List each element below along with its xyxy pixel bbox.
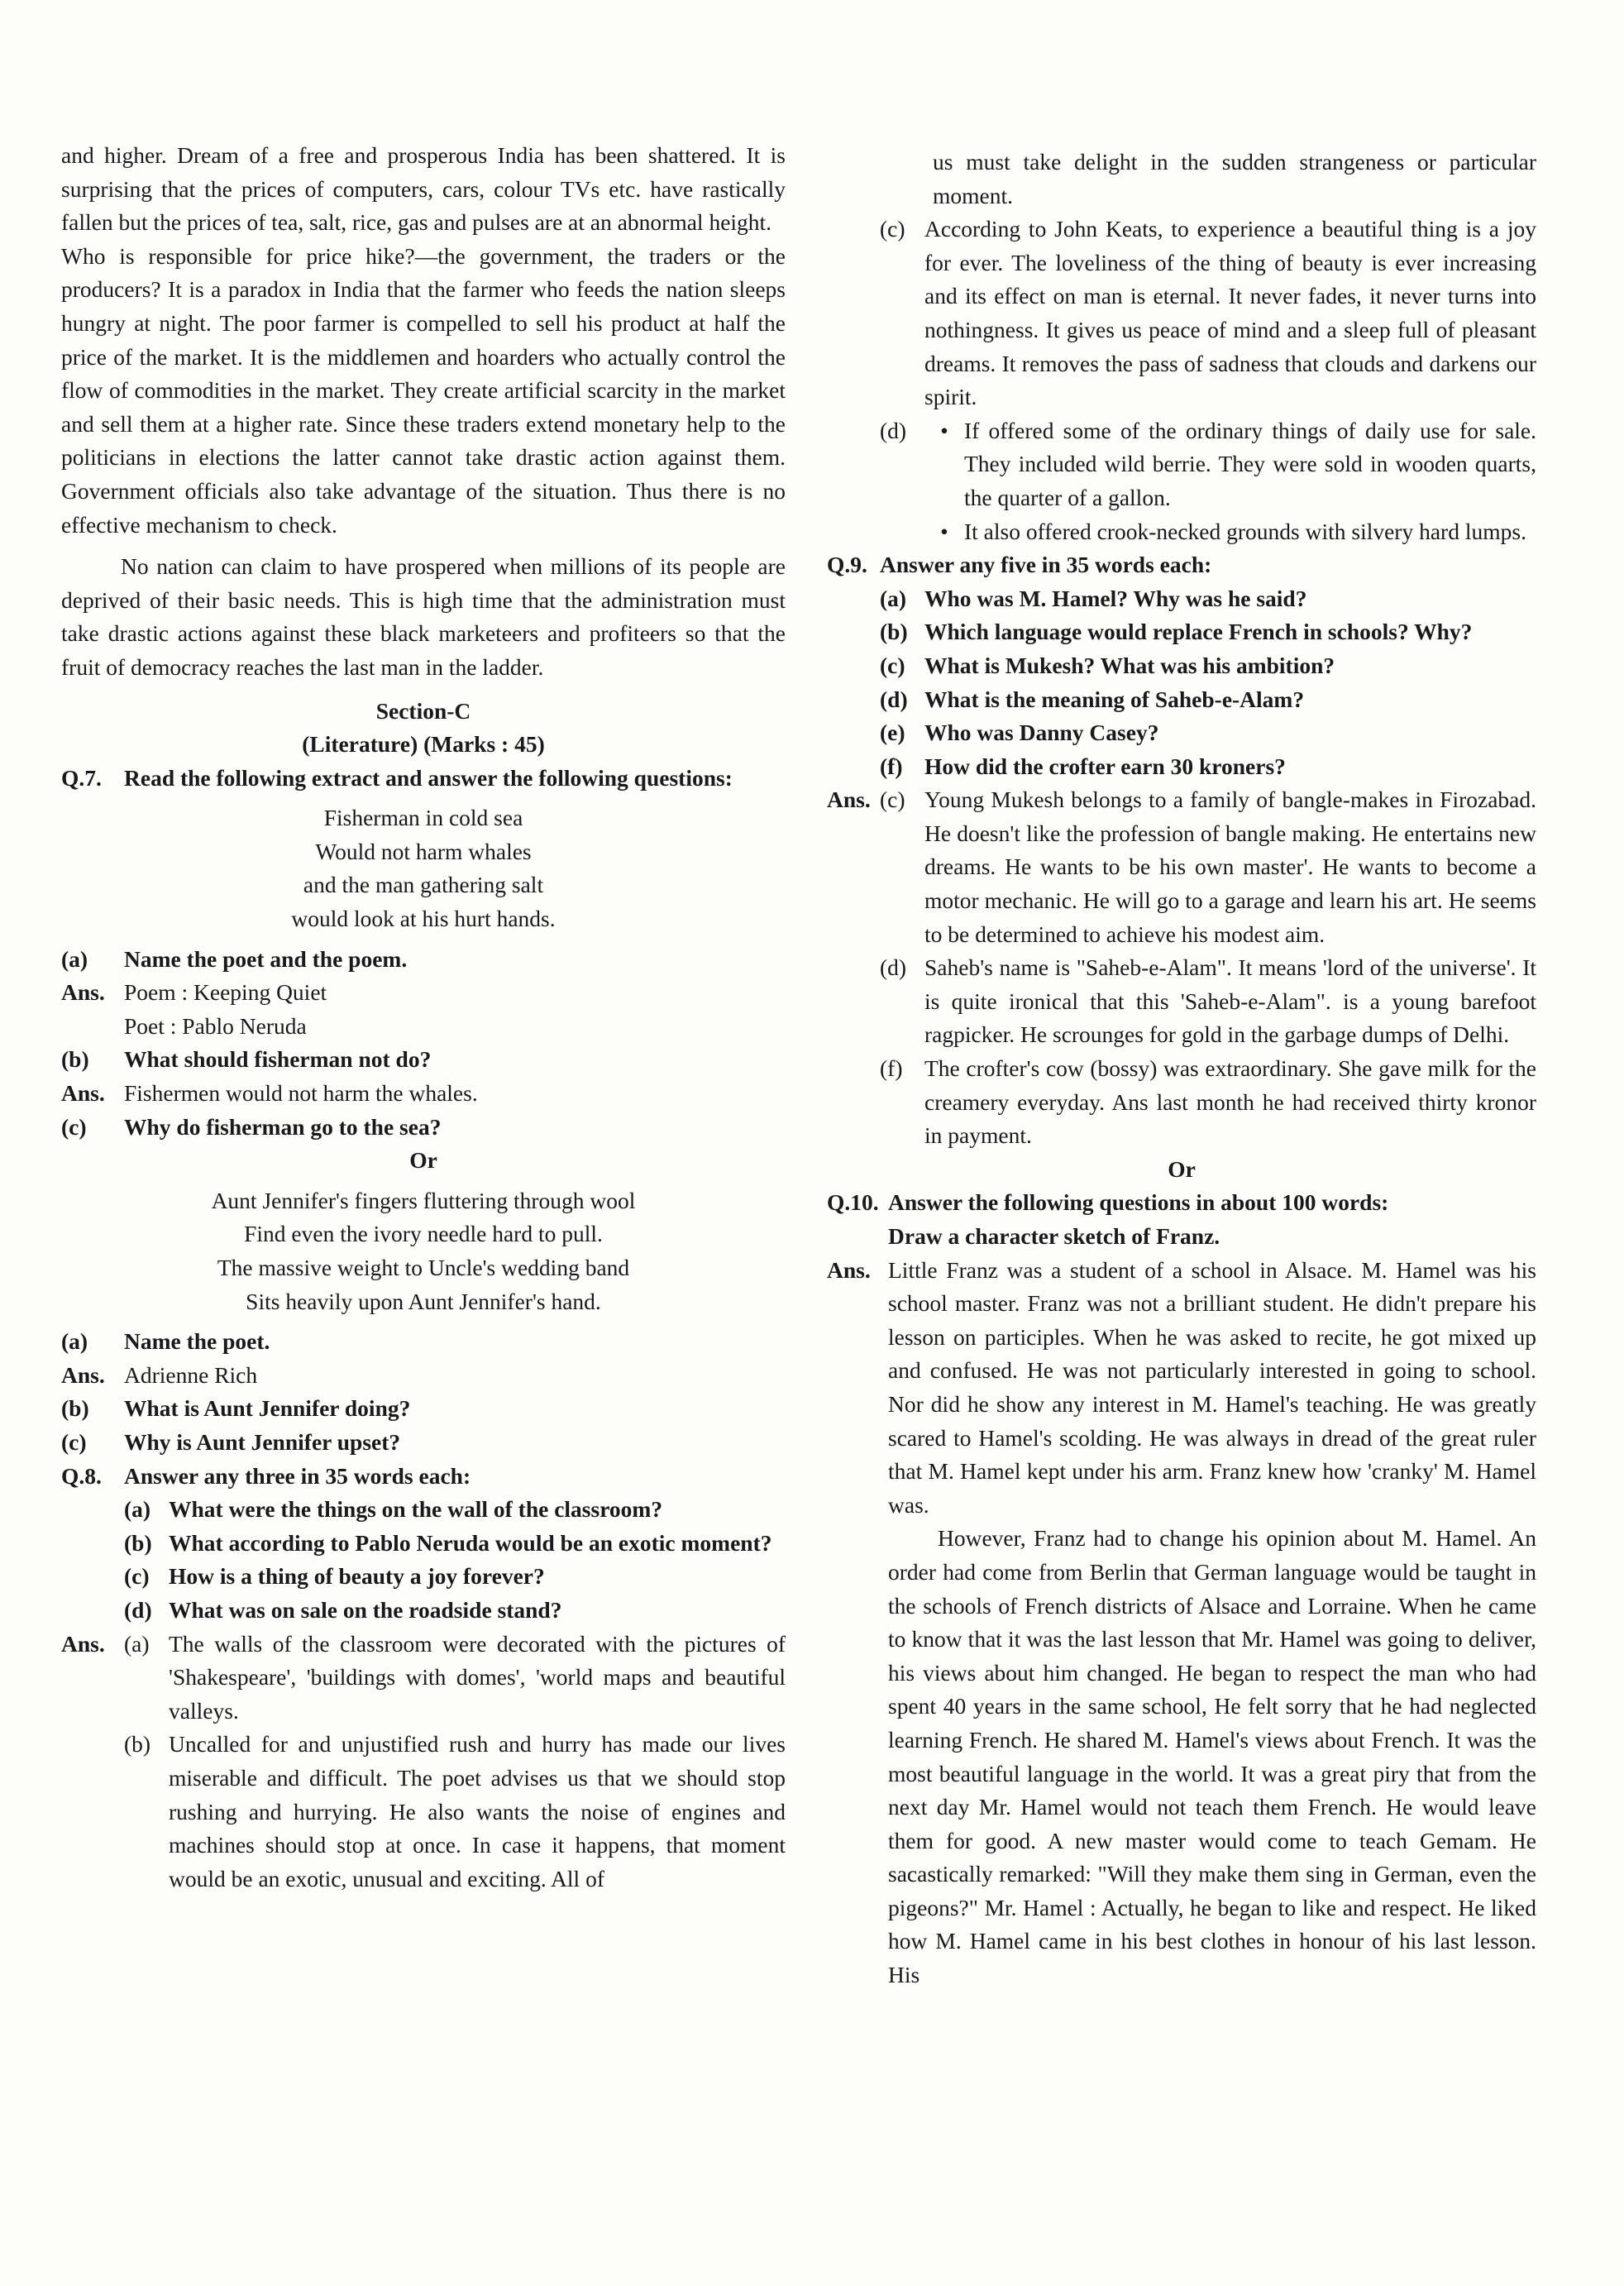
right-column — [827, 146, 1536, 1992]
subquestion — [61, 1392, 786, 1426]
subquestion-label: (e) — [880, 720, 905, 746]
answer — [61, 1628, 786, 1729]
question-q7 — [61, 762, 786, 796]
question-q9 — [827, 548, 1536, 582]
or-divider: Or — [409, 1147, 437, 1174]
subquestion — [61, 1426, 786, 1460]
poem-line: Find even the ivory needle hard to pull. — [244, 1221, 603, 1247]
poem-line: and the man gathering salt — [303, 872, 544, 898]
subquestion-label: (b) — [880, 619, 908, 645]
poem-extract — [61, 801, 786, 935]
subquestion-label: (c) — [61, 1428, 87, 1455]
subquestion-text: How is a thing of beauty a joy forever? — [169, 1563, 545, 1590]
poem-line: Would not harm whales — [315, 838, 532, 864]
answer — [880, 414, 1536, 548]
subquestion-text: What should fisherman not do? — [124, 1046, 432, 1073]
q9-subquestions — [880, 582, 1536, 784]
answer-label: Ans. — [61, 1080, 105, 1107]
answer-sublabel: (b) — [124, 1731, 151, 1758]
question-text: Answer the following questions in about 100 words: — [888, 1189, 1389, 1216]
subquestion-text: What is Aunt Jennifer doing? — [124, 1395, 411, 1422]
poem-line: Fisherman in cold sea — [323, 805, 523, 831]
subquestion — [124, 1527, 786, 1561]
bullet-icon: • — [940, 518, 948, 544]
answer-text: Poem : Keeping Quiet — [124, 979, 327, 1006]
subquestion-label: (a) — [61, 1328, 88, 1355]
answer-sublabel: (a) — [124, 1630, 150, 1657]
answer-label: Ans. — [61, 1630, 105, 1657]
subquestion-text: Why do fisherman go to the sea? — [124, 1113, 442, 1140]
subquestion-label: (b) — [61, 1046, 89, 1073]
subquestion-text: How did the crofter earn 30 kroners? — [924, 753, 1286, 779]
bullet-icon: • — [940, 417, 948, 443]
question-number: Q.8. — [61, 1462, 102, 1489]
poem-line: Aunt Jennifer's fingers fluttering through wool — [211, 1187, 636, 1213]
bullet-text: It also offered crook-necked grounds with silvery hard lumps. — [964, 518, 1526, 544]
question-text: Answer any five in 35 words each: — [880, 552, 1212, 578]
poem-line: Sits heavily upon Aunt Jennifer's hand. — [246, 1288, 601, 1314]
answer-text: Adrienne Rich — [124, 1361, 258, 1388]
answer — [827, 783, 1536, 951]
question-number: Q.7. — [61, 764, 102, 791]
bullet-text: If offered some of the ordinary things of daily use for sale. They included wild berrie. They were sold in wooden quarts, the quarter of a gallon. — [964, 417, 1536, 510]
subquestion-label: (d) — [880, 686, 908, 712]
answer — [880, 213, 1536, 414]
subquestion-label: (b) — [61, 1395, 89, 1422]
answer-text: The walls of the classroom were decorated with the pictures of 'Shakespeare', 'buildings with domes', 'world maps and beautiful valleys. — [169, 1630, 786, 1724]
answer — [61, 1359, 786, 1393]
subquestion-label: (b) — [124, 1529, 152, 1556]
subquestion — [61, 1325, 786, 1359]
subquestion — [880, 649, 1536, 683]
subquestion — [124, 1594, 786, 1628]
subquestion-text: Name the poet. — [124, 1328, 270, 1355]
subquestion-text: What was on sale on the roadside stand? — [169, 1596, 562, 1623]
subquestion-label: (a) — [124, 1496, 151, 1523]
subquestion — [124, 1560, 786, 1594]
subquestion-text: What is the meaning of Saheb-e-Alam? — [924, 686, 1305, 712]
subquestion-label: (f) — [880, 753, 903, 779]
answer-label: Ans. — [827, 787, 871, 813]
answer-sublabel: (c) — [880, 787, 905, 813]
answer — [880, 951, 1536, 1052]
answer-label: Ans. — [827, 1256, 871, 1283]
answer — [880, 1052, 1536, 1153]
section-heading: Section-C — [375, 697, 471, 724]
subquestion — [880, 716, 1536, 750]
question-text: Read the following extract and answer the following questions: — [124, 764, 733, 791]
answer-sublabel: (c) — [880, 216, 905, 242]
answer — [61, 1077, 786, 1111]
answer — [827, 1254, 1536, 1523]
answer-label: Ans. — [61, 1361, 105, 1388]
subquestion-label: (d) — [124, 1596, 152, 1623]
subquestion-text: Who was M. Hamel? Why was he said? — [924, 585, 1307, 611]
paragraph: No nation can claim to have prospered when millions of its people are deprived of their basic needs. This is high time that the administration must take drastic actions against these black marketeers and profiteers so that the fruit of democracy reaches the last man in the ladder. — [61, 553, 786, 680]
q8-subquestions — [61, 1493, 786, 1627]
answer-text: According to John Keats, to experience a beautiful thing is a joy for ever. The loveliness of the thing of beauty is ever increasing and its effect on man is eternal. It never fades, it never turns into nothingness. It gives us peace of mind and a sleep full of pleasant dreams. It removes the pass of sadness that clouds and darkens our spirit. — [924, 216, 1536, 410]
answer-text: However, Franz had to change his opinion about M. Hamel. An order had come from Berlin that German language would be taught in the schools of French districts of Alsace and Lorraine. When he came to know that it was the last lesson that Mr. Hamel was going to deliver, his views about him changed. He began to respect the man who had spent 40 years in the same school, He felt sorry that he had neglected learning French. He shared M. Hamel's views about French. It was the most beautiful language in the world. It was a great piry that from the next day Mr. Hamel would not teach them French. He would leave them for good. A new master would come to teach Gemam. He sacastically remarked: "Will they make them sing in German, even the pigeons?" Mr. Hamel : Actually, he began to like and respect. He liked how M. Hamel came in his best clothes in honour of his last lesson. His — [888, 1525, 1536, 1988]
paragraph: Who is responsible for price hike?—the government, the traders or the producers? It is a paradox in India that the farmer who feeds the nation sleeps hungry at night. The poor farmer is compelled to sell his product at half the price of the market. It is the middlemen and hoarders who actually control the flow of commodities in the market. They create artificial scarcity in the market and sell them at a higher rate. Since these traders extend monetary help to the politicians in elections the latter cannot take drastic action against them. Government officials also take advantage of the situation. Thus there is no effective mechanism to check. — [61, 242, 786, 538]
answer-sublabel: (d) — [880, 417, 907, 443]
question-text: Draw a character sketch of Franz. — [888, 1223, 1220, 1249]
subquestion — [880, 750, 1536, 784]
paragraph: and higher. Dream of a free and prosperous India has been shattered. It is surprising that the prices of computers, cars, colour TVs etc. have rastically fallen but the prices of tea, salt, rice, gas and pulses are at an abnormal height. — [61, 142, 786, 236]
poem-line: The massive weight to Uncle's wedding band — [217, 1255, 630, 1280]
subquestion-label: (a) — [61, 945, 88, 972]
answer-text: Poet : Pablo Neruda — [124, 1012, 307, 1039]
answer-text: Fishermen would not harm the whales. — [124, 1080, 478, 1107]
subquestion-label: (a) — [880, 585, 907, 611]
answer-text: us must take delight in the sudden strangeness or particular moment. — [933, 149, 1536, 208]
question-q10 — [827, 1186, 1536, 1220]
question-text: Answer any three in 35 words each: — [124, 1462, 471, 1489]
question-number: Q.10. — [827, 1189, 879, 1216]
subquestion-text: Why is Aunt Jennifer upset? — [124, 1428, 401, 1455]
subquestion — [61, 1043, 786, 1077]
subquestion-text: What were the things on the wall of the classroom? — [169, 1496, 663, 1523]
answer — [61, 976, 786, 1010]
poem-extract — [61, 1184, 786, 1318]
subquestion — [880, 683, 1536, 717]
question-q8 — [61, 1460, 786, 1494]
answer-label: Ans. — [61, 979, 105, 1006]
subquestion-label: (c) — [61, 1113, 87, 1140]
left-column — [61, 139, 786, 1896]
section-subheading: (Literature) (Marks : 45) — [302, 731, 545, 758]
subquestion-label: (c) — [124, 1563, 150, 1590]
answer-text: Young Mukesh belongs to a family of bangle-makes in Firozabad. He doesn't like the profession of bangle making. He entertains new dreams. He wants to be his own master'. He wants to become a motor mechanic. He will go to a garage and learn his art. He seems to be determined to achieve his modest aim. — [924, 787, 1536, 947]
subquestion-text: Who was Danny Casey? — [924, 720, 1159, 746]
subquestion-text: Name the poet and the poem. — [124, 945, 408, 972]
subquestion — [61, 1111, 786, 1145]
subquestion — [880, 615, 1536, 649]
subquestion — [61, 943, 786, 977]
subquestion-text: Which language would replace French in schools? Why? — [924, 619, 1473, 645]
answer — [124, 1728, 786, 1896]
answer-text: Little Franz was a student of a school in Alsace. M. Hamel was his school master. Franz was not a brilliant student. He didn't prepare his lesson on participles. When he was asked to recite, he got mixed up and confused. He was not particularly interested in going to school. Nor did he show any interest in M. Hamel's teaching. He was greatly scared to Hamel's scolding. He was always in dread of the great ruler that M. Hamel kept under his arm. Franz knew how 'cranky' M. Hamel was. — [888, 1256, 1536, 1518]
subquestion-text: What according to Pablo Neruda would be an exotic moment? — [169, 1529, 772, 1556]
subquestion — [124, 1493, 786, 1527]
answer-text: Saheb's name is "Saheb-e-Alam". It means 'lord of the universe'. It is quite ironical that this 'Saheb-e-Alam". is a young barefoot ragpicker. He scrounges for gold in the garbage dumps of Delhi. — [924, 954, 1536, 1048]
bullet-item — [924, 414, 1536, 515]
answer-text: The crofter's cow (bossy) was extraordinary. She gave milk for the creamery everyday. Ans last month he had received thirty kronor in payment. — [924, 1055, 1536, 1149]
answer-sublabel: (d) — [880, 954, 907, 981]
bullet-item — [924, 515, 1536, 549]
subquestion-text: What is Mukesh? What was his ambition? — [924, 652, 1335, 678]
answer-text: Uncalled for and unjustified rush and hurry has made our lives miserable and difficult. The poet advises us that we should stop rushing and hurrying. He also wants the noise of engines and machines should stop at once. In case it happens, that moment would be an exotic, unusual and exciting. All of — [169, 1731, 786, 1891]
answer-sublabel: (f) — [880, 1055, 903, 1082]
subquestion — [880, 582, 1536, 616]
subquestion-label: (c) — [880, 652, 905, 678]
or-divider: Or — [1168, 1155, 1196, 1182]
question-number: Q.9. — [827, 552, 867, 578]
poem-line: would look at his hurt hands. — [291, 906, 556, 932]
